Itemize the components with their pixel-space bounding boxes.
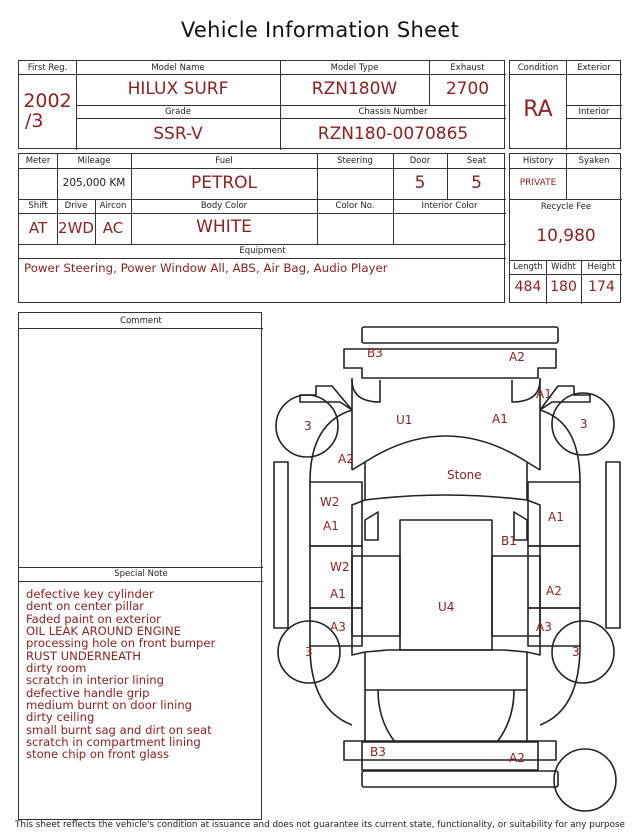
mark-rear-bumper-right: A2 — [509, 751, 525, 765]
special-note-item: RUST UNDERNEATH — [26, 648, 141, 663]
mark-front-bumper-right: A2 — [509, 350, 525, 364]
steering-label: Steering — [337, 156, 373, 166]
front-top-bar — [362, 327, 558, 343]
mark-front-right-pillar: B1 — [501, 534, 517, 548]
special-note-item: scratch in compartment lining — [26, 735, 201, 750]
mark-front-left-fender: A2 — [338, 452, 354, 466]
meter-label: Meter — [25, 156, 51, 166]
drive-value: 2WD — [58, 219, 94, 237]
body-color-label: Body Color — [200, 201, 248, 211]
special-note-item: defective handle grip — [26, 685, 150, 700]
mileage-value: 205,000 KM — [62, 177, 126, 189]
fuel-label: Fuel — [215, 156, 233, 166]
condition-box — [509, 60, 621, 149]
length-value: 484 — [514, 279, 542, 295]
special-note-item: defective key cylinder — [26, 587, 154, 601]
special-note-item: scratch in interior lining — [26, 673, 164, 688]
vehicle-info-box — [18, 60, 505, 149]
interior-color-label: Interior Color — [421, 201, 478, 211]
special-note-item: dent on center pillar — [26, 599, 145, 614]
comment-label: Comment — [120, 316, 162, 326]
special-note-item: dirty room — [26, 661, 87, 676]
rear-right-wheel-icon — [552, 621, 614, 683]
special-notes-list — [26, 588, 215, 761]
first-reg-label: First Reg. — [27, 63, 68, 73]
mark-rear-right-fender: A3 — [536, 620, 552, 634]
aircon-value: AC — [102, 219, 124, 237]
mark-hood-left: U1 — [396, 413, 413, 427]
shift-value: AT — [28, 219, 48, 237]
door-label: Door — [409, 156, 431, 166]
mark-windshield: Stone — [447, 468, 482, 482]
door-value: 5 — [414, 173, 426, 193]
chassis-number-label: Chassis Number — [358, 107, 428, 117]
car-damage-diagram — [262, 310, 632, 820]
windshield-outline — [365, 436, 527, 500]
recycle-fee-label: Recycle Fee — [540, 202, 592, 212]
mark-front-left-door: A1 — [323, 519, 339, 533]
length-label: Length — [513, 262, 543, 272]
mark-front-left-door-top: W2 — [320, 495, 340, 509]
specs-box — [18, 153, 505, 303]
mark-rear-left-fender: A3 — [330, 620, 346, 634]
mark-front-left-wheel: 3 — [304, 419, 312, 433]
interior-label: Interior — [578, 107, 610, 117]
sheet-title: Vehicle Information Sheet — [180, 18, 460, 42]
history-label: History — [522, 156, 554, 166]
model-type-label: Model Type — [330, 63, 379, 73]
mark-roof: U4 — [438, 600, 455, 614]
syaken-label: Syaken — [578, 156, 610, 166]
model-type-value: RZN180W — [311, 79, 398, 99]
mark-rear-left-door: A1 — [330, 587, 346, 601]
condition-grade-value: RA — [523, 97, 553, 122]
mark-rear-right-wheel: 3 — [572, 645, 580, 659]
model-name-label: Model Name — [151, 63, 205, 73]
seat-label: Seat — [466, 156, 487, 166]
mark-rear-right-door: A2 — [546, 584, 562, 598]
history-box — [509, 153, 621, 303]
grade-value: SSR-V — [153, 124, 203, 144]
body-color-value: WHITE — [196, 217, 252, 237]
rear-bottom-bar — [362, 771, 558, 787]
mileage-label: Mileage — [77, 156, 111, 166]
special-note-item: Faded paint on exterior — [26, 611, 161, 626]
special-note-item: medium burnt on door lining — [26, 698, 193, 713]
special-note-item: OIL LEAK AROUND ENGINE — [26, 624, 181, 639]
chassis-number-value: RZN180-0070865 — [317, 124, 469, 144]
recycle-fee-value: 10,980 — [536, 226, 596, 246]
mark-rear-left-wheel: 3 — [305, 645, 313, 659]
mark-rear-left-door-top: W2 — [330, 560, 350, 574]
exterior-label: Exterior — [577, 63, 611, 73]
mark-hood-right: A1 — [492, 412, 508, 426]
special-note-item: dirty ceiling — [26, 710, 95, 725]
mark-rear-bumper-left: B3 — [370, 745, 386, 759]
grade-label: Grade — [165, 107, 191, 117]
exhaust-value: 2700 — [445, 79, 490, 99]
exhaust-label: Exhaust — [450, 63, 485, 73]
first-reg-year: 2002 — [23, 90, 72, 112]
special-note-item: processing hole on front bumper — [26, 636, 216, 651]
shift-label: Shift — [28, 201, 48, 211]
special-note-item: stone chip on front glass — [26, 747, 169, 762]
mark-front-right-wheel: 3 — [580, 417, 588, 431]
drive-label: Drive — [64, 201, 88, 211]
disclaimer-footer: This sheet reflects the vehicle's condition at issuance and does not guarantee its current state, functionality, or suitability for any purpose — [15, 820, 625, 830]
mark-front-right-fender: A1 — [536, 387, 552, 401]
mark-front-bumper-left: B3 — [367, 346, 383, 360]
width-label: Widht — [551, 262, 576, 272]
height-label: Height — [587, 262, 616, 272]
height-value: 174 — [588, 279, 615, 295]
width-value: 180 — [550, 279, 577, 295]
mark-front-right-door: A1 — [548, 510, 564, 524]
model-name-value: HILUX SURF — [127, 79, 229, 99]
equipment-value: Power Steering, Power Window All, ABS, Air Bag, Audio Player — [24, 261, 388, 275]
equipment-label: Equipment — [239, 246, 286, 256]
history-value: PRIVATE — [519, 178, 557, 188]
seat-value: 5 — [471, 173, 482, 193]
color-no-label: Color No. — [335, 201, 375, 211]
first-reg-month: /3 — [25, 110, 44, 132]
aircon-label: Aircon — [99, 201, 127, 211]
condition-label: Condition — [517, 63, 559, 73]
special-note-label: Special Note — [114, 569, 168, 579]
fuel-value: PETROL — [190, 173, 258, 193]
special-note-item: small burnt sag and dirt on seat — [26, 722, 212, 737]
spare-wheel-icon — [554, 749, 616, 811]
